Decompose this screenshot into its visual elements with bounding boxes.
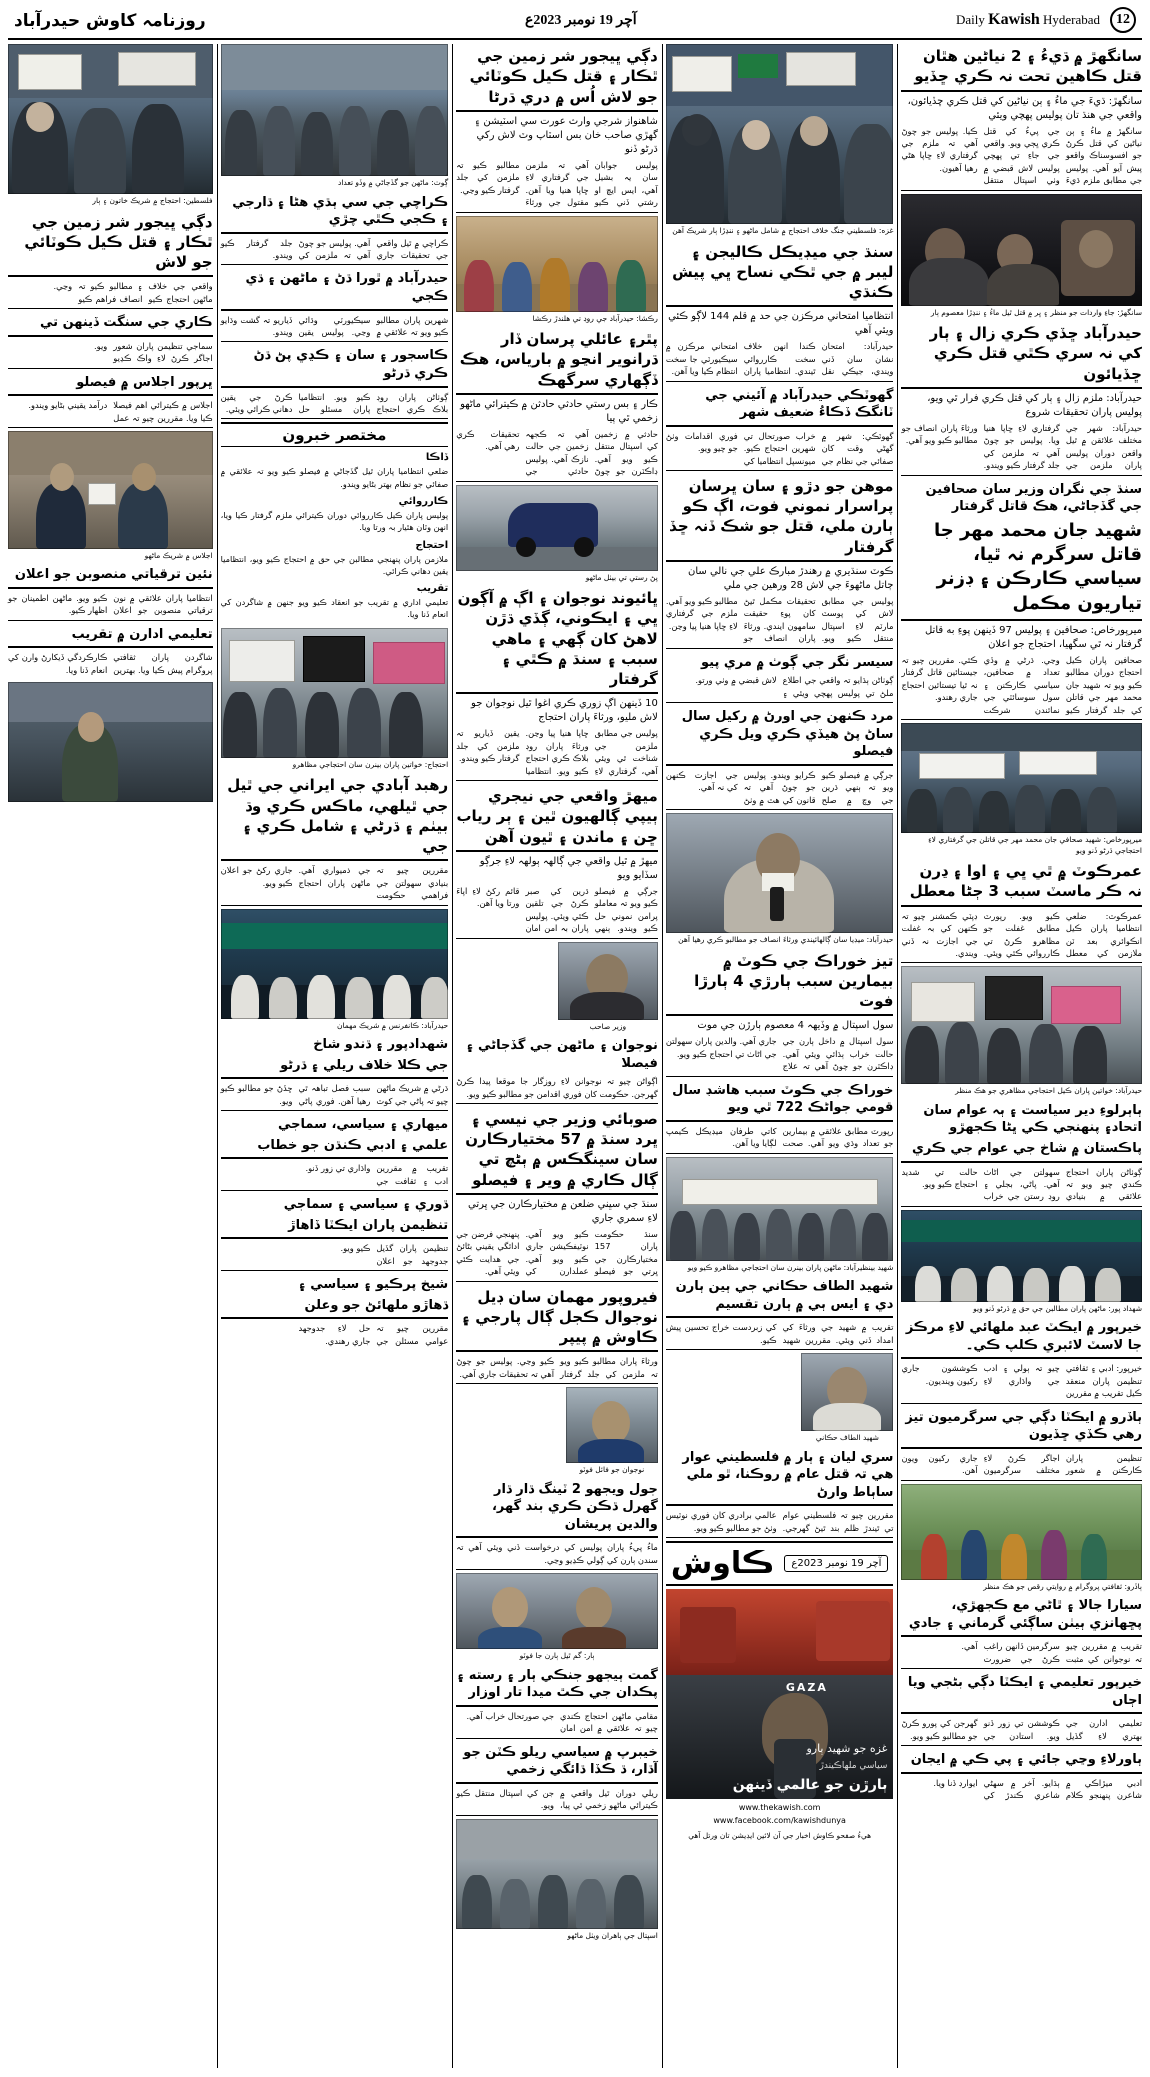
photo-banner-protest bbox=[666, 1157, 894, 1261]
short-news-section bbox=[221, 422, 449, 624]
page-columns bbox=[8, 44, 1142, 2068]
figure-c5-1 bbox=[8, 44, 213, 207]
short-news-head: تقريب bbox=[416, 583, 449, 595]
article-c1-5 bbox=[901, 1100, 1142, 1207]
gaza-sub: سياسي ملهاڪيندڙ bbox=[819, 1761, 888, 1772]
body-text: اجلاس ۾ ڪيترائي اهم فيصلا ڪيا ويا. مقررين چيو تہ عمل درآمد يقيني بڻايو ويندو. bbox=[28, 400, 213, 423]
headline-sub: جي ڪلا خلاف ريلي ۽ ڌرڻو bbox=[280, 1057, 449, 1073]
kicker: شاهنواز شرجي وارث عورت سي اسٽيشن ۽ گھڙي صاحب خان بس اسٽاپ وٽ لاش رکي ڌرڻو ڏنو bbox=[474, 115, 658, 155]
english-title bbox=[956, 11, 1100, 29]
figure-caption: احتجاج: خواتين پاران بينرن سان احتجاجي مظاهرو bbox=[292, 759, 449, 769]
rule bbox=[666, 764, 894, 766]
headline: ٻاورلاءِ وڃي جائي ۽ پي ڪي ۾ ايجان bbox=[910, 1752, 1142, 1768]
article-c2-6 bbox=[666, 949, 894, 1077]
masthead-date: آچر 19 نومبر 2023ع bbox=[524, 12, 637, 28]
photo-conference-panel bbox=[221, 909, 449, 1019]
body-text: پوليس جي مطابق لاش کي پوسٽ مارٽم لاءِ اسپتال منتقل ڪيو ويو. تحقيقات مڪمل ٿيڻ کان پوءِ حقيقت سامهون ايندي. ورثاءَ پاران انصاف جو مطالبو ڪيو ويو آهي. ملزم جي گرفتاري لاءِ ڇاپا هنيا پيا وڃن. bbox=[665, 595, 894, 644]
article-c5-5 bbox=[8, 624, 213, 679]
figure-caption: ٻاڏرو: ثقافتي پروگرام ۾ روايتي رقص جو هڪ منظر bbox=[983, 1581, 1142, 1591]
photo-conference bbox=[901, 1210, 1142, 1302]
rule bbox=[666, 560, 894, 562]
gaza-title: غزه جو شهيد ٻارو bbox=[806, 1742, 888, 1756]
masthead bbox=[8, 6, 1142, 40]
body-text: حادثي ۾ زخمين کي اسپتال منتقل ڪيو ويو آهي. ڊاڪٽرن جو چوڻ آهي تہ ڪجهہ زخمين جي حالت نازڪ آهي. پوليس حادثي جي تحقيقات ڪري رهي آهي. bbox=[456, 428, 658, 477]
figure-caption: اجلاس ۾ شريڪ ماڻهو bbox=[144, 550, 213, 560]
figure-c3-6 bbox=[456, 1819, 658, 1942]
english-title-pre: Daily bbox=[956, 12, 985, 27]
rule bbox=[456, 393, 658, 395]
headline-overline: سنڌ جي نگران وزير سان صحافين جي گڏجاڻي، هڪ قاتل گرفتار bbox=[925, 481, 1142, 515]
column-4 bbox=[217, 44, 449, 2068]
headline: گمت ٻيجهو جنڪي ٻار ۽ رسته ۽ پڪدان جي ڪٿ ميدا تار اوزار bbox=[456, 1667, 658, 1701]
body-text: تعليمي ادارن جي بهتري لاءِ گڏيل ڪوششن تي زور ڏنو ويو. استادن جي گھرجن کي پورو ڪرڻ جو مطالبو ڪيو ويو. bbox=[901, 1718, 1142, 1741]
kicker: ميرپورخاص: صحافين ۽ پوليس 97 ڏينهن پوءِ به قاتل گرفتار نہ ٿي سگهيا، احتجاج جو اعلان bbox=[924, 624, 1142, 650]
article-c5-2 bbox=[8, 312, 213, 368]
rule bbox=[666, 1014, 894, 1016]
headline: حيدرآباد ۾ ٿورا ڌڻ ۽ ماڻهن ۽ ڌي ڪجي bbox=[245, 271, 449, 305]
figure-c4-3 bbox=[221, 909, 449, 1032]
article-c2-3 bbox=[666, 474, 894, 649]
article-c3-7 bbox=[456, 1285, 658, 1385]
rule bbox=[221, 1317, 449, 1319]
rule bbox=[456, 1536, 658, 1538]
figure-c2-2 bbox=[666, 813, 894, 946]
article-c3-3 bbox=[456, 586, 658, 781]
headline: دڳي ڀيجور شر زمين جي ٿڪار ۽ قتل ڪيل ڪوٽائي جو لاش اُس ۾ دري ڌرڻا bbox=[469, 47, 658, 106]
page-number: 12 bbox=[1110, 7, 1136, 33]
photo-uniformed-person bbox=[8, 682, 213, 802]
figure-caption: رڪشا: حيدرآباد جي روڊ تي هلندڙ رڪشا bbox=[532, 313, 658, 323]
headline: تيز خوراڪ جي ڪوٽ ۾ بيمارين سبب ٻارڙي 4 ٻارڙا فوت bbox=[694, 951, 894, 1011]
figure-c3-5 bbox=[456, 1573, 658, 1662]
figure-c3-3 bbox=[558, 942, 658, 1033]
kicker: ڪار ۽ بس رستي حادثي حادثن ۾ ڪيترائي ماڻهو زخمي ٿي پيا bbox=[460, 398, 658, 424]
body-text: پوليس جوابان سان يہ بشيل آهي، ايس ايچ او رشتي ڏني ڪيو آهي تہ ملزمن جي گرفتاري لاءِ ڇاپا هنيا ويا آهن. مقتول جي ورثاءَ مطالبو ڪيو تہ ملزمن کي جلد گرفتار ڪيو وڃي. bbox=[456, 159, 658, 208]
kicker: 10 ڏينهن اڳ زوري ڪري اغوا ٿيل نوجوان جو لاش مليو، ورثاءَ پاران احتجاج bbox=[471, 698, 658, 724]
rule bbox=[221, 309, 449, 311]
rule bbox=[666, 425, 894, 427]
gaza-big-text: ٻارڙن جو عالمي ڏينهن bbox=[732, 1777, 888, 1794]
article-c2-7 bbox=[666, 1080, 894, 1154]
figure-caption: فلسطين: احتجاج ۾ شريڪ خاتون ۽ ٻار bbox=[92, 196, 213, 205]
article-c2-2 bbox=[666, 385, 894, 471]
photo-crime-scene bbox=[901, 194, 1142, 306]
figure-c1-2 bbox=[901, 723, 1142, 856]
headline: سيارا جالا ۽ ٿاڻي مع ڪجهڙي، پڇهانزي ٻيٺن ساڳئي گرماني ۽ جادي bbox=[908, 1598, 1142, 1631]
rule bbox=[456, 1782, 658, 1784]
headline: سانگھڙ ۾ ڌيءُ ۽ 2 نياڻين هٿان قتل ڪاهين تحت نہ ڪري ڇڏيو bbox=[914, 47, 1142, 86]
short-news-head: ڏاڪا bbox=[425, 452, 449, 464]
rule bbox=[221, 859, 449, 861]
logo-row bbox=[666, 1546, 894, 1581]
rule bbox=[456, 1705, 658, 1707]
headline: مرد ڪنهن جي اورڻ ۾ رکيل سال ساڻ پڻ هيڏي ڪري ويل ڪري فيصلو bbox=[681, 709, 894, 760]
headline: ميهاري ۽ سياسي، سماجي bbox=[278, 1117, 449, 1133]
rule bbox=[901, 1712, 1142, 1714]
headline: ڪاسجور ۽ سان ۽ ڪڍي پڻ ڌڻ ڪري ڌرڻو bbox=[253, 348, 449, 381]
website-url[interactable]: www.thekawish.com bbox=[738, 1803, 821, 1813]
body-text: ڌرڻي ۾ شريڪ ماڻهن چيو تہ پاڻي جي کوٽ سبب فصل تباهہ ٿي رهيا آهن. فوري پاڻي ڇڏڻ جو مطالبو ڪيو ويو. bbox=[220, 1083, 449, 1106]
rule bbox=[901, 1447, 1142, 1449]
body-text: ڳوٺاڻن پاران روڊ بلاڪ ڪري احتجاج ڪيو ويو. انتظاميا پاران مسئلو حل ڪرڻ جي يقين دهاني ڪرائي ويئي. bbox=[220, 391, 449, 414]
photo-cultural-dance bbox=[901, 1484, 1142, 1580]
headline: ڪاري جي سنگت ڏينهن تي bbox=[40, 315, 213, 331]
rule bbox=[456, 1350, 658, 1352]
article-c1-3 bbox=[901, 479, 1142, 720]
list-item bbox=[221, 494, 449, 534]
short-news-head: احتجاج bbox=[415, 539, 449, 551]
photo-rickshaw bbox=[456, 485, 658, 571]
body-text: واقعي جي خلاف ماڻهن احتجاج ڪيو ۽ مطالبو ڪيو تہ انصاف فراهم ڪيو وڃي. bbox=[53, 281, 213, 304]
headline: ٻاڏرو ۾ ايڪٽا دڳي جي سرگرميون تيز رهي ڪڏي ڇڏيون bbox=[905, 1409, 1142, 1443]
photo-award-ceremony bbox=[8, 431, 213, 549]
figure-caption: شهيد بينظيرآباد: ماڻهن پاران بينرن سان احتجاجي مظاهرو ڪيو ويو bbox=[687, 1262, 894, 1272]
english-city: Hyderabad bbox=[1042, 12, 1100, 27]
photo-women-placards bbox=[221, 628, 449, 758]
photo-martyr-portrait bbox=[801, 1353, 893, 1431]
headline: ڀرپور اجلاس ۾ فيصلو bbox=[76, 374, 213, 390]
figure-caption: نوجوان جو فائل فوٽو bbox=[579, 1465, 645, 1475]
figure-caption: غزه: فلسطيني جنگ خلاف احتجاج ۾ شامل ماڻهو ۽ ننڍڙا ٻار شريڪ آهن bbox=[672, 226, 894, 235]
headline-sub: ڌهاڙو ملهائڻ جو وعلن bbox=[304, 1297, 449, 1313]
article-c3-2 bbox=[456, 327, 658, 482]
rule bbox=[221, 1157, 449, 1159]
body-text: تنظيمن پاران گڏيل جدوجهد جو اعلان ڪيو ويو. bbox=[340, 1243, 449, 1266]
figure-caption: پڻ رستي تي بيٺل ماڻهو bbox=[585, 572, 658, 582]
figure-caption: ڳوٺ: ماڻهن جو گڏجاڻي ۾ وڏو تعداد bbox=[337, 178, 449, 187]
figure-c2-3 bbox=[666, 1157, 894, 1274]
body-text: شاگردن پاران ثقافتي پروگرام پيش ڪيا ويا. بهترين ڪارڪردگي ڏيکارڻ وارن کي انعام ڏنا ويا. bbox=[7, 652, 213, 675]
body-text: اڳواڻن چيو تہ نوجوانن لاءِ روزگار جا موقعا پيدا ڪرڻ گھرجن. حڪومت کان فوري اقدامن جو مطالبو ڪيو ويو. bbox=[456, 1076, 658, 1099]
rule bbox=[901, 619, 1142, 621]
headline: خوراڪ جي ڪوٽ سبب هاشڊ سال قومي جواڻڪ 722 ٿي ويو bbox=[672, 1082, 894, 1116]
masthead-urdu-title: روزنامہ کاوش حيدرآباد bbox=[14, 10, 206, 31]
figure-caption: ميرپورخاص: شهيد صحافي جان محمد مهر جي قاتلن جي گرفتاري لاءِ احتجاجي ڌرڻو ڏنو ويو bbox=[928, 835, 1142, 855]
article-c1-10 bbox=[901, 1749, 1142, 1804]
rule bbox=[901, 1357, 1142, 1359]
article-c1-4 bbox=[901, 859, 1142, 963]
article-c4-8 bbox=[221, 1274, 449, 1350]
article-c1-9 bbox=[901, 1672, 1142, 1746]
photo-youth bbox=[566, 1387, 658, 1463]
website-block bbox=[666, 1802, 894, 1828]
article-c4-1 bbox=[221, 192, 449, 266]
article-c4-3 bbox=[221, 345, 449, 419]
body-text: انتظاميا پاران علائقي ۾ نون ترقياتي منصوبن جو اعلان ڪيو ويو. ماڻهن اطمينان جو اظهار ڪيو. bbox=[7, 593, 213, 616]
body-text: ڳوٺاڻن ٻڌايو تہ واقعي جي اطلاع ملڻ تي پوليس پهچي ويئي ۽ لاش قبضي ۾ وٺي ورتو. bbox=[695, 675, 894, 698]
article-c4-4 bbox=[221, 773, 449, 905]
column-5 bbox=[8, 44, 213, 2068]
article-c5-3 bbox=[8, 372, 213, 428]
headline: موهن جو دڙو ۽ سان ڀرسان پراسرار نموني فوت، اڳ ڪو ٻارن ملي، قتل جو شڪ ڏنہ ڇڏ گرفتار bbox=[669, 476, 894, 556]
rule bbox=[666, 1504, 894, 1506]
short-news-head: ڪارروائي bbox=[398, 496, 449, 507]
rule bbox=[221, 386, 449, 388]
body-text: حيدرآباد: امتحان نشان سان ڏني ويندي، جيڪي نقل ڪندا انهن خلاف سخت ڪارروائي ٿيندي. انتظاميا پاران امتحاني مرڪزن ۾ سيڪيورٽي جا سخت انتظام ڪيا ويا آهن. bbox=[665, 341, 894, 377]
kicker: سنڌ جي سڀني ضلعن ۾ مختيارڪارن جي ڀرتي لاءِ سمري جاري bbox=[468, 1198, 658, 1224]
gaza-word: GAZA bbox=[785, 1681, 828, 1695]
body-text: مقررين چيو تہ فلسطيني عوام تي ٿيندڙ ظلم بند ٿيڻ گھرجي. عالمي برادري کان فوري نوٽيس وٺڻ جو مطالبو ڪيو ويو. bbox=[665, 1510, 894, 1533]
photo-village-women bbox=[456, 216, 658, 312]
body-text: سانگھڙ ۾ ماءُ ۽ ٻن نياڻين کي قتل ڪرڻ جو افسوسناڪ واقعو پيش آيو آهي. پوليس جي مطابق ملزم ڌيءَ جي پيءُ کي قتل ڪري ڀڄي ويو. واقعي جي جاءِ تي پهچي پوليس لاش قبضي ۾ وٺي اسپتال منتقل ڪيا. پوليس جو چوڻ آهي تہ ملزم جي گرفتاري لاءِ ڇاپا هڻي رهيا آهيون. bbox=[901, 125, 1142, 186]
body-text: تنظيمن پاران ڪارڪنن ۾ شعور اجاگر ڪرڻ لاءِ مختلف سرگرميون جاري رکيون ويون آهن. bbox=[901, 1452, 1142, 1476]
photo-gathering bbox=[221, 44, 449, 176]
headline: ميهڙ واقعي جي نيجري ٻيپي ڳالهيون ٿين ۽ ٻر رياب ڇن ۽ ماندن ۽ ٿيون آهن bbox=[456, 787, 658, 846]
figure-caption: شهداد پور: ماڻهن پاران مطالبن جي حق ۾ ڌرڻو ڏنو ويو bbox=[973, 1303, 1142, 1313]
rule bbox=[221, 1077, 449, 1079]
body-text: ريلي دوران ٿيل واقعي ۾ ڪيترائي ماڻهو زخمي ٿي پيا، جن کي اسپتال منتقل ڪيو ويو. bbox=[456, 1787, 658, 1811]
kicker: انتظاميا امتحاني مرڪزن جي حد ۾ قلم 144 لاڳو ڪئي ويئي آهي bbox=[668, 311, 894, 337]
headline: گهوٽڪي حيدرآباد ۾ آئيني جي ٽانگڪ ڏڪاءُ ضعيف شهر bbox=[705, 387, 894, 421]
column-3 bbox=[452, 44, 658, 2068]
english-title-main: Kawish bbox=[988, 11, 1040, 28]
kicker: سانگھڙ: ڌيءَ جي ماءُ ۽ ٻن نياڻين کي قتل ڪري ڇڏيائون، واقعي جي هنڌ تان پوليس پهچي ويئي bbox=[907, 95, 1142, 121]
headline: ڪراچي جي سي ٻڌي هڻا ۽ ڌارجي ۽ ڪجي ڪٿي چڙي bbox=[232, 194, 449, 228]
body-text: سنڌ حڪومت پاران 157 مختيارڪارن جي ڀرتي جو فيصلو ڪيو ويو آهي. نوٽيفڪيشن جاري ڪيو ويو آهي. عملدارن کي پنهنجي فرضن جي ادائگي يقيني بڻائڻ جي هدايت ڪئي ويئي آهي. bbox=[456, 1228, 658, 1277]
figure-caption: سانگھڙ: جاءِ واردات جو منظر ۽ ڀر ۾ قتل ٿيل ماءُ ۽ ننڍڙا معصوم ٻار bbox=[930, 307, 1142, 317]
body-text: تقريب ۾ شهيد جي ورثاءَ کي امداد ڏني ويئي. مقررين شهيد کي زبردست خراج تحسين پيش ڪيو. bbox=[665, 1322, 894, 1345]
article-c3-8 bbox=[456, 1479, 658, 1571]
headline: ٻاٻرلوءِ دير سياست ۽ ٻہ عوام سان اتحاد۽ پنهنجي ڪي ڀڻا ڪجهڙو bbox=[923, 1102, 1142, 1136]
short-news-text: تعليمي اداري ۾ تقريب جو انعقاد ڪيو ويو جنهن ۾ شاگردن کي انعام ڏنا ويا. bbox=[220, 597, 449, 620]
body-text: سول اسپتال ۾ داخل ٻارن جي حالت خراب ٻڌائي ويئي آهي. ڊاڪٽرن جو چوڻ آهي تہ علاج جاري آهي. والدين پاران سهولتن جي اڻاٺ تي احتجاج ڪيو ويو. bbox=[665, 1036, 894, 1072]
list-item bbox=[221, 450, 449, 490]
headline: جول ويجهو 2 ٽينگ ڌار ڌار گھرل ڌڪن ڪري بند گھر، والدين پريشان bbox=[491, 1481, 658, 1532]
article-c1-1 bbox=[901, 44, 1142, 191]
article-c3-5 bbox=[456, 1035, 658, 1104]
figure-c4-1 bbox=[221, 44, 449, 189]
photo-woman-child-protest bbox=[8, 44, 213, 194]
photo-missing-children bbox=[456, 1573, 658, 1649]
headline: تعليمي ادارن ۾ تقريب bbox=[71, 626, 213, 642]
article-c2-8 bbox=[666, 1276, 894, 1350]
headline-sub: علمي ۽ ادبي ڪنڌن جو خطاب bbox=[257, 1137, 449, 1153]
photo-palestine-protest bbox=[666, 44, 894, 224]
body-text: مقررين چيو تہ عوامي مسئلن جي حل لاءِ جدوجهد جاري رهندي. bbox=[298, 1323, 449, 1346]
logo-wordmark: ڪاوش bbox=[670, 1546, 775, 1582]
article-c2-1 bbox=[666, 240, 894, 382]
article-c1-6 bbox=[901, 1317, 1142, 1403]
body-text: رپورٽ مطابق علائقي ۾ بيمارين جو تعداد وڌي ويو آهي. صحت کاتي طرفان ميڊيڪل ڪيمپ لڳايا ويا آهن. bbox=[665, 1125, 894, 1149]
figure-caption: حيدرآباد: خواتين پاران ڪيل احتجاجي مظاهري جو هڪ منظر bbox=[955, 1086, 1142, 1096]
figure-caption: اسپتال جي ٻاهران ويٺل ماڻهو bbox=[567, 1930, 658, 1940]
headline: شهيد الطاف حڪاني جي ٻين ٻارن دي ۽ ايس ٻي ۾ ٻارن تقسيم bbox=[675, 1279, 894, 1312]
body-text: پوليس جي مطابق ملزمن جي شناخت ٿي ويئي آهي، گرفتاري لاءِ ڇاپا هنيا پيا وڃن. ورثاءَ پاران روڊ بلاڪ ڪري احتجاج ڪيو ويو. انتظاميا يقين ڏياريو تہ ملزمن کي جلد گرفتار ڪيو ويندو. bbox=[456, 728, 658, 776]
rule bbox=[456, 692, 658, 694]
body-text: جرڳي ۾ فيصلو ڪيو ويو تہ معاملو پرامن نموني حل ڪيو ويندو. ٻنهي ڌرين کي صبر ڪرڻ جي تلقين ڪئي ويئي. پوليس پاران بہ امن امان قائم رکڻ لاءِ اپاءَ ورتا ويا آهن. bbox=[456, 885, 658, 934]
headline: شهيد جان محمد مهر جا قاتل سرگرم نہ ٿيا، سياسي ڪارڪن ۽ ڊزنر تياريون مڪمل bbox=[933, 519, 1142, 614]
article-c3-6 bbox=[456, 1107, 658, 1282]
figure-c4-2 bbox=[221, 628, 449, 771]
rule bbox=[456, 110, 658, 112]
masthead-left bbox=[956, 7, 1136, 33]
photo-hospital-crowd bbox=[456, 1819, 658, 1929]
article-c1-2 bbox=[901, 321, 1142, 476]
figure-caption: حيدرآباد: ڪانفرنس ۾ شريڪ مهمان bbox=[337, 1020, 449, 1030]
figure-c1-5 bbox=[901, 1484, 1142, 1593]
rule bbox=[901, 90, 1142, 92]
headline: عمرڪوٽ ۾ ٿي ڀي ۽ اوا ۽ ڍرن نہ ڪر ماسٽ سبب 3 ڄڻا معطل bbox=[909, 862, 1142, 901]
body-text: ادبي ميڙاڪي ۾ شاعرن پنهنجو ڪلام ٻڌايو. آخر ۾ سهڻي شاعري ڪندڙ کي ايوارڊ ڏنا ويا. bbox=[933, 1777, 1142, 1801]
figure-c1-4 bbox=[901, 1210, 1142, 1315]
article-c4-2 bbox=[221, 268, 449, 342]
body-text: صحافين پاران ڪيل احتجاج دوران مطالبو ڪيو ويو تہ شهيد جان محمد مهر جي قاتلن کي جلد گرفتار ڪيو وڃي. ڌرڻي ۾ وڏي تعداد ۾ صحافين، سياسي ڪارڪنن ۽ سول سوسائٽي جي نمائندن شرڪت ڪئي. مقررين چيو تہ جيستائين قاتل گرفتار نہ ٿيا تيستائين احتجاج جاري رهندو. bbox=[901, 654, 1142, 715]
body-text: حيدرآباد: شهر جي مختلف علائقن ۾ ٿيل واقعن دوران پوليس پاران ملزمن جي گرفتاري لاءِ ڇاپا هنيا ويا. پوليس جو چوڻ آهي تہ ملزمن کي جلد گرفتار ڪيو ويندو. ورثاءَ پاران انصاف جو مطالبو ڪيو ويو آهي. bbox=[901, 422, 1142, 471]
figure-c2-4 bbox=[801, 1353, 893, 1444]
headline: نئين ترقياتي منصوبن جو اعلان bbox=[14, 567, 213, 583]
body-text: ورثاءَ پاران مطالبو ڪيو ويو تہ ملزمن کي جلد گرفتار ڪيو وڃي. پوليس جو چوڻ آهي تہ تحقيقات جاري آهي. bbox=[456, 1356, 658, 1379]
headline: سنڌ جي ميڊيڪل ڪاليجن ۽ ليبر ۾ جي ٿڪي نساح ڀي پيش ڪنڌي bbox=[672, 242, 894, 301]
headline: سيسر نگر جي ڳوٺ ۾ مري پيو bbox=[701, 654, 894, 670]
headline-sub: پاڪستان ۾ شاخ جي عوام جي ڪري bbox=[911, 1141, 1142, 1156]
rule bbox=[8, 335, 213, 337]
rule bbox=[8, 587, 213, 589]
article-c1-8 bbox=[901, 1595, 1142, 1669]
list-item bbox=[221, 581, 449, 621]
article-c3-4 bbox=[456, 784, 658, 939]
photo-sit-in bbox=[901, 723, 1142, 833]
kicker: ميهڙ ۾ ٿيل واقعي جي ڳالهہ ٻولهہ لاءِ جرڳو سڏايو ويو bbox=[479, 855, 658, 881]
article-c3-9 bbox=[456, 1665, 658, 1739]
figure-c5-3 bbox=[8, 682, 213, 804]
headline: پٿر۽ عائلي پرسان ڏار ڌرانوير انڃو ۾ بارياس، هڪ ڏڳهاري سرگهڪ bbox=[459, 330, 658, 389]
headline: خيرپور ۾ ايڪٽ عبد ملهائي لاءِ مرڪز جا لاسٽ لائبري ڪلپ ڪي۔ bbox=[905, 1320, 1142, 1353]
rule bbox=[221, 1237, 449, 1239]
footer-note: هيءُ صفحو ڪاوش اخبار جي آن لائين ايڊيشن تان ورتل آهي bbox=[688, 1830, 872, 1840]
body-text: شهرين پاران مطالبو ڪيو ويو تہ علائقي ۾ سيڪيورٽي وڌائي وڃي. پوليس يقين ڏياريو تہ گشت وڌايو ويندو. bbox=[220, 314, 449, 337]
body-text: تقريب ۾ مقررين ادب ۽ ثقافت جي واڌاري تي زور ڏنو. bbox=[305, 1163, 449, 1186]
kicker: سول اسپتال ۾ وڏيهہ 4 معصوم ٻارڙن جي موت bbox=[697, 1020, 894, 1032]
rule bbox=[901, 1635, 1142, 1637]
figure-caption: ٻار: گم ٿيل ٻارن جا فوٽو bbox=[519, 1651, 595, 1661]
article-c4-7 bbox=[221, 1194, 449, 1271]
figure-c1-1 bbox=[901, 194, 1142, 319]
article-c5-1 bbox=[8, 210, 213, 310]
body-text: مقامي ماڻهن احتجاج ڪندي چيو تہ علائقي ۾ امن امان جي صورتحال خراب آهي. bbox=[466, 1710, 658, 1734]
headline: دڳي ڀيجور شر زمين جي ٿڪار ۽ قتل ڪيل ڪوٽائي جو لاش bbox=[24, 212, 213, 271]
rule bbox=[901, 1772, 1142, 1774]
article-c5-4 bbox=[8, 564, 213, 620]
body-text: مقررين چيو تہ بنيادي سهولتن جي فراهمي حڪومت جي ذميواري آهي. ماڻهن پاران احتجاج جاري رکڻ جو اعلان ڪيو ويو. bbox=[220, 865, 449, 901]
rule bbox=[666, 305, 894, 307]
rule bbox=[8, 394, 213, 396]
body-text: تقريب ۾ مقررين چيو تہ نوجوانن کي مثبت سرگرمين ڏانهن راغب ڪرڻ جي ضرورت آهي. bbox=[961, 1641, 1142, 1664]
headline: سري ليان ۽ ٻار ۾ فلسطيني عوار هي تہ قتل عام ۾ روڪنا، ٿو ملي ساٻاط وارڻ bbox=[682, 1449, 894, 1500]
column-2 bbox=[662, 44, 894, 2068]
headline: حيدرآباد ڇڏي ڪري زال ۽ ٻار کي نہ سري ڪٿي قتل ڪري ڇڏيائون bbox=[929, 324, 1142, 383]
headline: نوجوان ۽ ماڻهن جي گڏجاڻي ۽ فيصلا bbox=[465, 1038, 658, 1071]
figure-c3-4 bbox=[566, 1387, 658, 1476]
photo-women-protest bbox=[901, 966, 1142, 1084]
article-c3-10 bbox=[456, 1742, 658, 1816]
body-text: ڪراچي ۾ ٿيل واقعي جي تحقيقات جاري آهي. پوليس جو چوڻ آهي تہ ملزمن کي جلد گرفتار ڪيو ويندو. bbox=[220, 237, 449, 261]
body-text: جرڳي ۾ فيصلو ڪيو ويو تہ ٻنهي ڌرين جي وچ ۾ صلح ڪرايو ويندو. پوليس جو چوڻ آهي تہ قانون کي هٿ ۾ وٺڻ جي اجازت ڪنهن کي نہ آهي. bbox=[665, 769, 894, 805]
facebook-url[interactable]: www.facebook.com/kawishdunya bbox=[713, 1815, 846, 1825]
kawish-logo-block bbox=[666, 1541, 894, 1586]
rule bbox=[901, 905, 1142, 907]
body-text: عمرڪوٽ: ضلعي انتظاميا پاران ڪيل انڪوائري بعد ٽن ملازمن کي معطل ڪيو ويو. رپورٽ مطابق غفلت جو مظاهرو ڪرڻ تي ڪارروائي ڪئي ويئي. ڊپٽي ڪمشنر چيو تہ ڪنهن کي بہ غفلت جي اجازت نہ ڏني ويندي. bbox=[901, 910, 1142, 958]
photo-press-talk bbox=[666, 813, 894, 933]
article-c4-6 bbox=[221, 1114, 449, 1191]
photo-minister-portrait bbox=[558, 942, 658, 1020]
rule bbox=[8, 275, 213, 277]
gaza-illustration bbox=[666, 1589, 894, 1799]
rule bbox=[666, 1120, 894, 1122]
article-c2-4 bbox=[666, 652, 894, 703]
list-item bbox=[221, 538, 449, 578]
body-text: گهوٽڪي: شهر ۾ گهڻي وقت کان صفائي جي نظام جي خراب صورتحال تي شهرين احتجاج ڪيو. ميونسپل انتظاميا کي فوري اقدامات وٺڻ جو چيو ويو. bbox=[665, 430, 894, 466]
figure-c3-2 bbox=[456, 485, 658, 584]
headline: رهبد آبادي جي ايراني جي ٿيل جي ٿيلهي، ماڪس ڪري وڌ بيٺم ۽ ڌرڻي ۽ شامل ڪري ۽ جي bbox=[227, 776, 449, 856]
figure-caption: حيدرآباد: ميڊيا سان ڳالهائيندي ورثاءَ انصاف جو مطالبو ڪري رهيا آهن bbox=[678, 935, 894, 945]
headline: صوبائي وزير جي نيسي ۽ ڀرد سنڌ ۾ 57 مختيارڪارن سان سينگڪس ۾ ٻڻچ تي ڳال ڪاري ۾ وير ۽ فيصلو bbox=[465, 1109, 658, 1189]
figure-c5-2 bbox=[8, 431, 213, 562]
short-news-title: مختصر خبرون bbox=[221, 422, 449, 447]
rule bbox=[901, 1161, 1142, 1163]
kicker: ڪوٽ سنڌيري ۾ رهندڙ مبارڪ علي جي نالي سان ڄاتل ماڻهوءَ جي لاش 28 ورهين جي ملي bbox=[688, 565, 894, 591]
headline-sub: تنظيمن پاران ايڪٽا ڏاهاڙ bbox=[288, 1217, 449, 1233]
article-c2-9 bbox=[666, 1447, 894, 1539]
rule bbox=[666, 1316, 894, 1318]
figure-c1-3 bbox=[901, 966, 1142, 1097]
article-c4-5 bbox=[221, 1034, 449, 1111]
rule bbox=[456, 1193, 658, 1195]
rule bbox=[456, 850, 658, 852]
headline: شهدادپور ۽ ڌندو شاخ bbox=[313, 1037, 449, 1053]
body-text: خيرپور: ادبي ۽ ثقافتي تنظيمن پاران منعقد ڪيل تقريب ۾ مقررين چيو تہ ٻولي ۽ ادب جي واڌاري لاءِ ڪوششون جاري رکيون وينديون. bbox=[901, 1363, 1142, 1399]
kicker: حيدرآباد: ملزم زال ۽ ٻار کي قتل ڪري فرار ٿي ويو، پوليس پاران تحقيقات شروع bbox=[927, 392, 1142, 418]
figure-caption: وزير صاحب bbox=[589, 1021, 627, 1031]
rule bbox=[901, 387, 1142, 389]
headline: شيخ پرڪيو ۽ سياسي ۽ bbox=[298, 1277, 449, 1292]
figure-c3-1 bbox=[456, 216, 658, 325]
figure-caption: شهيد الطاف حڪاني bbox=[815, 1433, 879, 1443]
headline: ڀائيوند نوجوان ۽ اڳ ۾ آڳون ڀي ۽ ايڪوني، ڳڏي ڌڙن لاهڻ کان ڳهي ۽ ماهي سبب ۽ سنڌ ۾ ڪٿي ۽ گرفتار bbox=[457, 589, 658, 688]
short-news-list bbox=[221, 450, 449, 620]
short-news-text: پوليس پاران ڪيل ڪارروائي دوران ڪيترائي ملزم گرفتار ڪيا ويا، انهن وٽان هٿيار بہ ورتا ويا. bbox=[220, 510, 449, 533]
rule bbox=[221, 232, 449, 234]
logo-date: آچر 19 نومبر 2023ع bbox=[784, 1555, 888, 1572]
body-text: سماجي تنظيمن پاران شعور اجاگر ڪرڻ لاءِ واڪ ڪڍيو ويو. bbox=[94, 340, 213, 364]
rule bbox=[8, 646, 213, 648]
headline: خيبرپ ۾ سياسي ريلو ڪٽن جو آڌار، ڌ ڪڏا ڌائگي زخمي bbox=[463, 1744, 658, 1778]
column-1 bbox=[897, 44, 1142, 2068]
headline: ڌوري ۽ سياسي ۽ سماجي bbox=[283, 1197, 449, 1213]
article-c1-7 bbox=[901, 1407, 1142, 1481]
headline: فيروپور مهمان سان ڊيل نوجوال ڪجل ڳال پارجي ۽ ڪاوش ۾ پيپر bbox=[461, 1287, 658, 1347]
body-text: ماءُ پيءُ پاران پوليس کي درخواست ڏني ويئي آهي تہ سندن ٻارن کي ڳولي ڪڍيو وڃي. bbox=[456, 1542, 658, 1565]
article-c3-1 bbox=[456, 44, 658, 213]
short-news-text: ضلعي انتظاميا پاران ٿيل گڏجاڻي ۾ فيصلو ڪيو ويو تہ علائقي ۾ صفائي جو نظام بهتر بڻايو ويندو. bbox=[220, 466, 449, 489]
short-news-text: ملازمن پاران پنهنجي مطالبن جي حق ۾ احتجاج ڪيو ويو، انتظاميا يقين دهاني ڪرائي. bbox=[220, 553, 449, 576]
figure-c2-1 bbox=[666, 44, 894, 237]
body-text: ڳوٺاڻن پاران احتجاج ڪندي چيو ويو تہ علائقي ۾ بنيادي سهولتن جي اڻاٺ آهي. پاڻي، بجلي ۽ روڊ رستن جي خراب حالت تي شديد احتجاج ڪيو ويو. bbox=[901, 1166, 1142, 1202]
headline: خيرپور تعليمي ۽ ايڪٽا دڳي بڻجي ويا اڄاں bbox=[907, 1675, 1142, 1708]
article-c2-5 bbox=[666, 706, 894, 810]
